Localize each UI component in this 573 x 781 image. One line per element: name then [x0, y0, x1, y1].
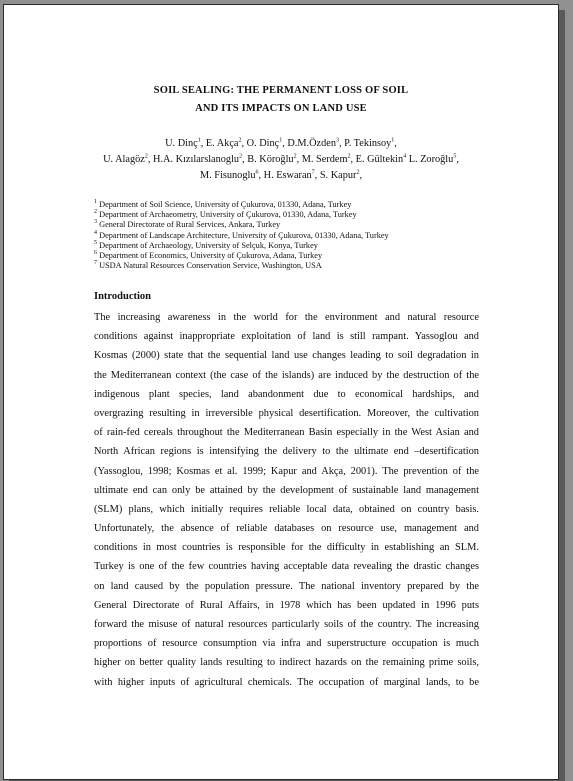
body-line: (Yassoglou, 1998; Kosmas et al. 1999; Kapur and Akça, 2001). The prevention of the [94, 465, 479, 477]
author-line: U. Dinç$^1$, E. Akça$^2$, O. Dinç$^1$, D.M.Özden$^3$, P. Tekinsoy$^1$, [165, 137, 397, 149]
body-line: on land caused by the population pressure. The national inventory prepared by the [94, 580, 479, 592]
affiliation-item: $^4$ Department of Landscape Architecture, University of Çukurova, 01330, Adana, Turkey [94, 229, 389, 240]
body-line: (SLM) plans, which initially requires reliable local data, obtained on country basis. [94, 503, 479, 515]
body-line: conditions against inappropriate exploitation of land is still rampant. Yassoglou and [94, 331, 479, 343]
paper-title-line-1: SOIL SEALING: THE PERMANENT LOSS OF SOIL [153, 85, 409, 96]
body-line: indigenous plant species, land abandonment due to economical hardships, and [94, 388, 479, 400]
body-line: the Mediterranean context (the case of the islands) are induced by the destruction of the [94, 369, 479, 381]
author-line: M. Fisunoglu$^6$, H. Eswaran$^7$, S. Kapur$^2$, [199, 169, 363, 181]
author-list [44, 136, 518, 184]
section-heading-introduction: Introduction [94, 291, 151, 302]
affiliation-item: $^2$ Department of Archaeometry, University of Çukurova, 01330, Adana, Turkey [94, 209, 357, 220]
body-line: General Directorate of Rural Affairs, in 1978 which has been updated in 1996 puts [94, 599, 479, 611]
body-line: ultimate end can only be attained by the development of sustainable land management [94, 484, 479, 496]
body-line: with higher inputs of agricultural chemicals. The occupation of marginal lands, to be [94, 676, 479, 688]
body-line: conditions in most countries is responsible for the difficulty in establishing an SLM. [94, 542, 479, 554]
body-line: Unfortunately, the absence of reliable databases on resource use, management and [94, 523, 479, 535]
body-line: overgrazing resulting in irreversible physical desertification. Moreover, the cultivation [94, 407, 479, 419]
document-page [3, 4, 559, 780]
affiliation-item: $^5$ Department of Archaeology, University of Selçuk, Konya, Turkey [94, 240, 318, 250]
body-line: of rain-fed cereals throughout the Mediterranean Basin especially in the West Asian and [94, 427, 479, 439]
body-line: proportions of resource consumption via infra and superstructure occupation is much [94, 638, 479, 650]
affiliation-item: $^6$ Department of Economics, University of Çukurova, Adana, Turkey [94, 250, 323, 261]
body-line: higher on better quality lands resulting to indirect hazards on the remaining prime soils, [94, 657, 479, 669]
affiliation-list [94, 200, 534, 271]
affiliation-item: $^1$ Department of Soil Science, University of Çukurova, 01330, Adana, Turkey [94, 199, 352, 209]
body-line: Kosmas (2000) state that the sequential land use changes leading to soil degradation in [94, 350, 479, 362]
body-line: forward the misuse of natural resources particularly soils of the country. The increasing [94, 619, 479, 630]
body-line: North African regions is intensifying the delivery to the ultimate end –desertification [94, 446, 479, 458]
body-line: Turkey is one of the few countries having acceptable data revealing the drastic changes [94, 561, 479, 573]
author-line: U. Alagöz$^2$, H.A. Kızılarslanoglu$^2$, B. Köroğlu$^2$, M. Serdem$^2$, E. Gültekin$^4$ L. Zoroğlu$^5$, [103, 153, 459, 165]
affiliation-item: $^3$ General Directorate of Rural Services, Ankara, Turkey [94, 219, 281, 230]
introduction-body [94, 308, 479, 692]
paper-title-line-2: AND ITS IMPACTS ON LAND USE [195, 103, 367, 114]
affiliation-item: $^7$ USDA Natural Resources Conservation Service, Washington, USA [94, 260, 322, 271]
body-line: The increasing awareness in the world for the environment and natural resource [94, 312, 479, 323]
